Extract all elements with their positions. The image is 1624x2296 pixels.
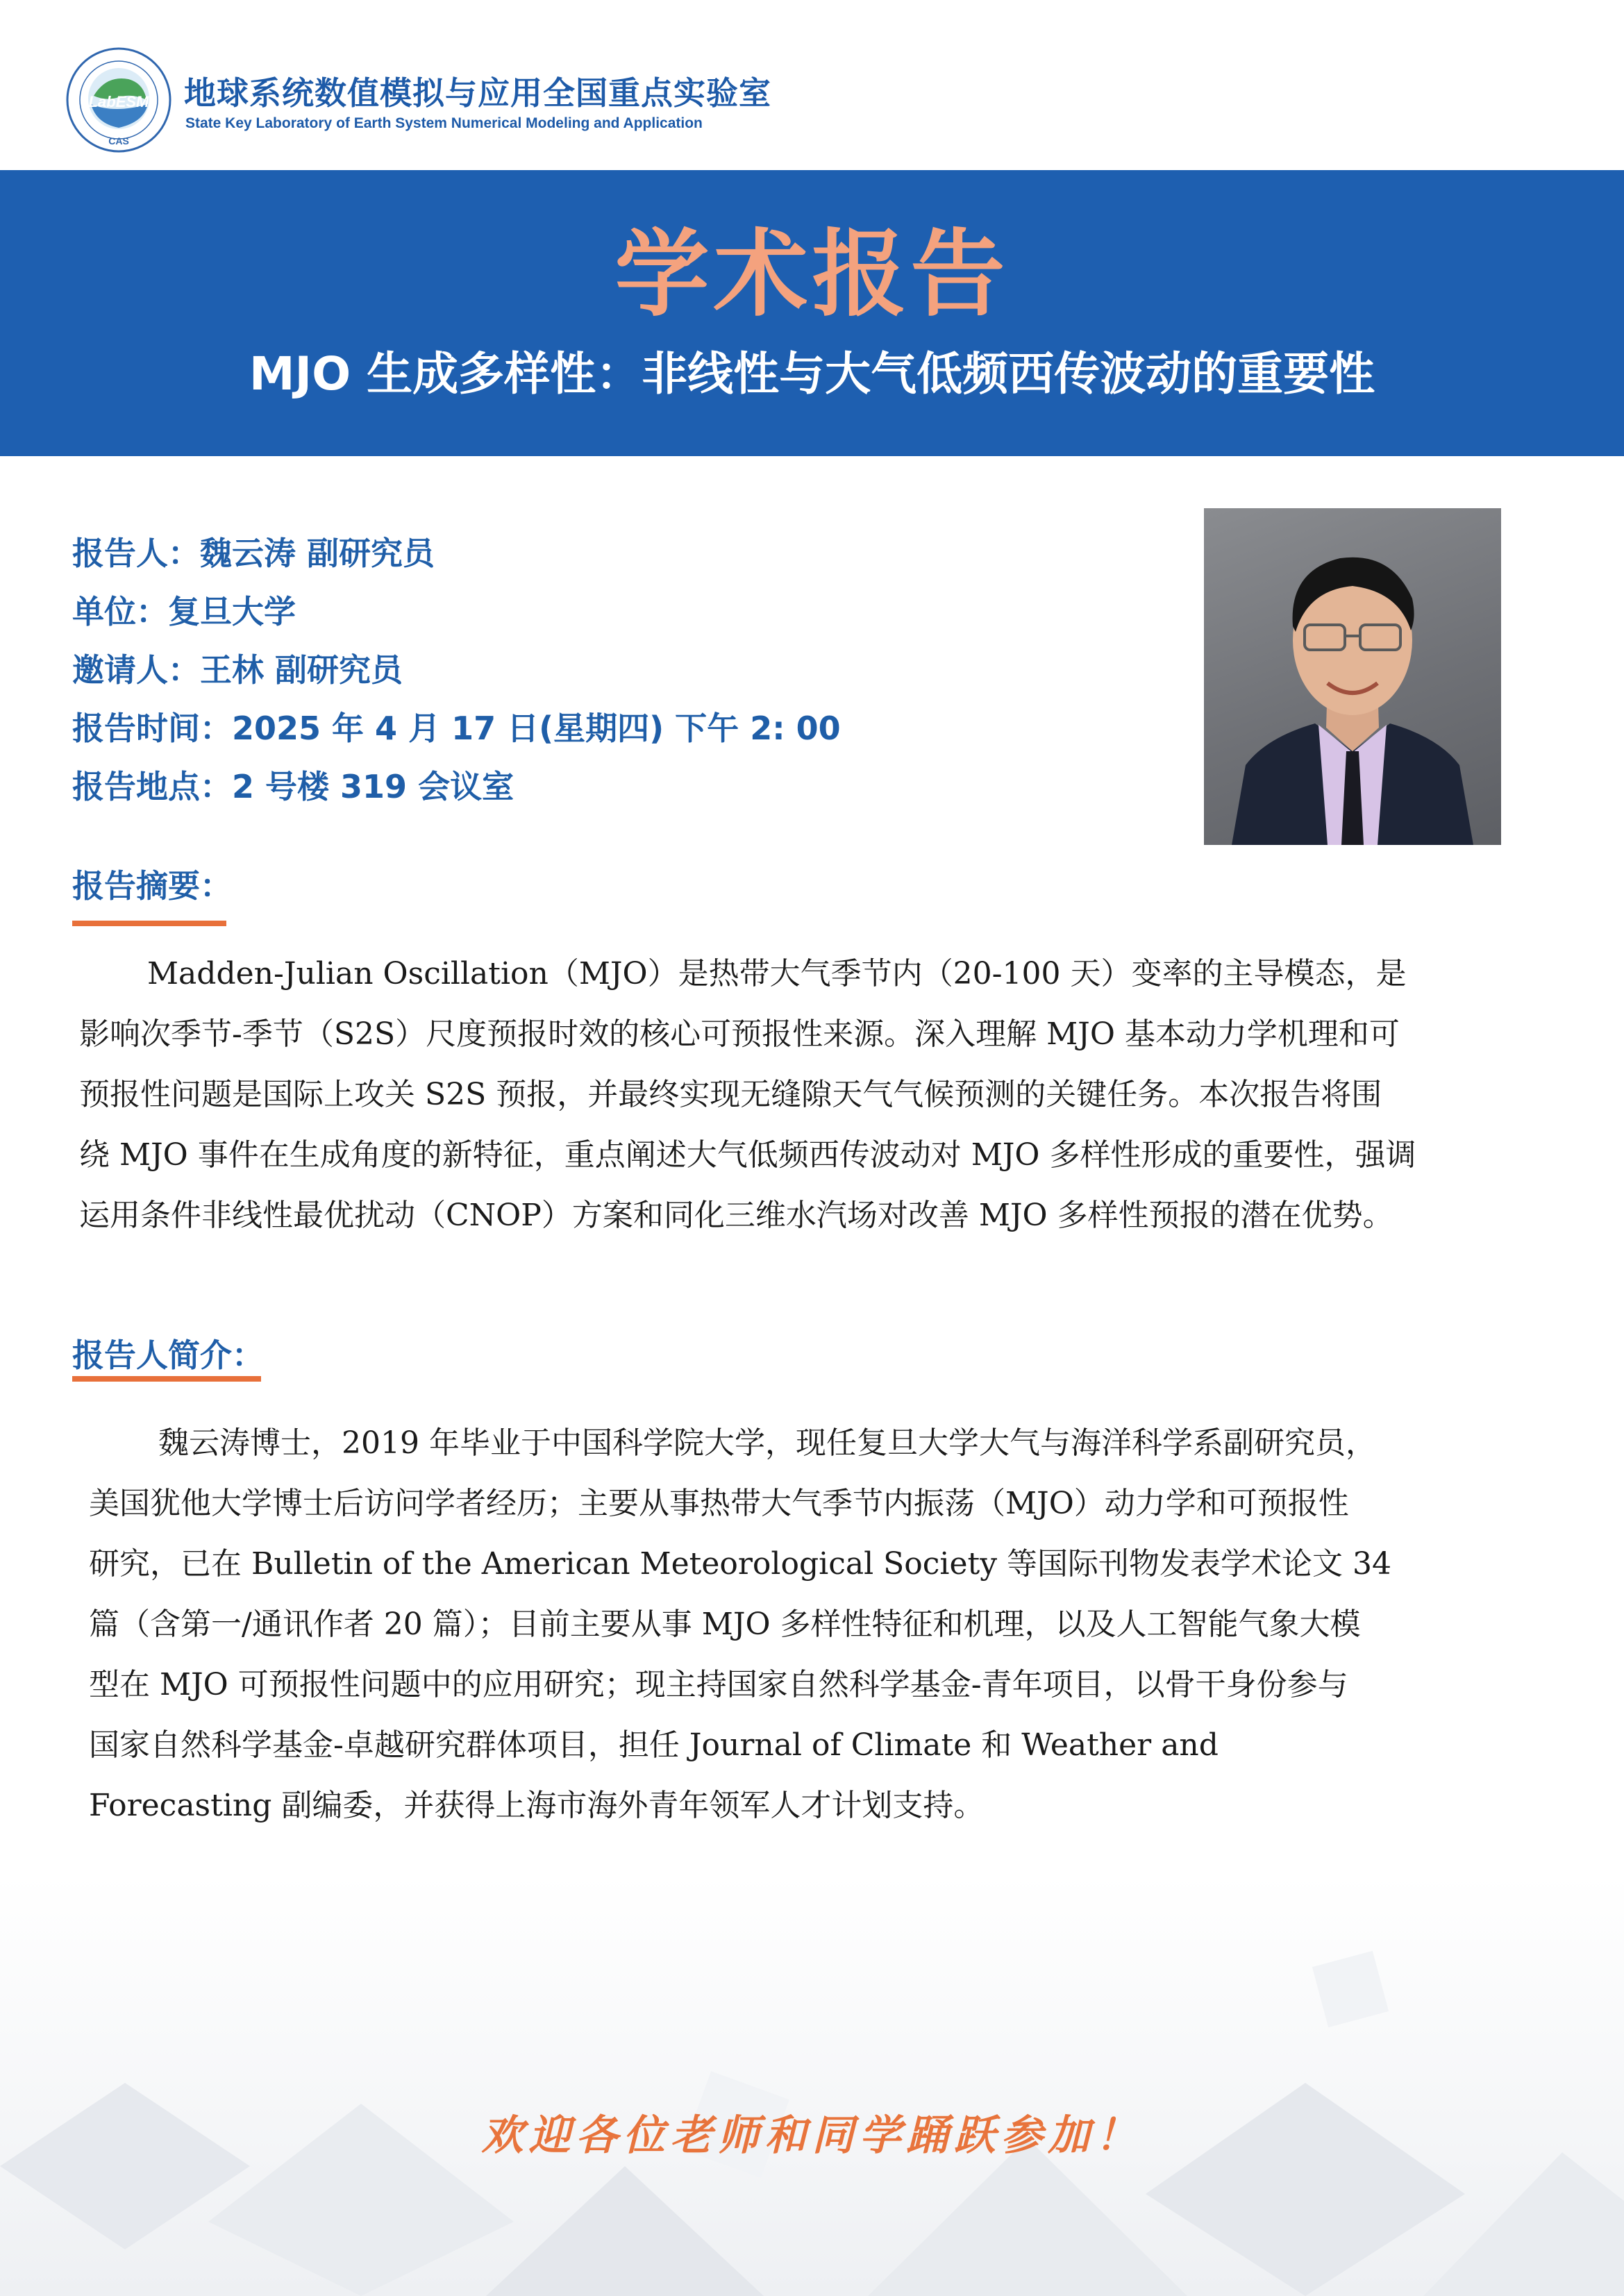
title-banner [0,170,1624,456]
page-header [0,0,1624,170]
abstract-heading-underline [72,921,226,926]
inviter-line: 邀请人：王林 副研究员 [72,651,403,689]
abstract-line: 影响次季节-季节（S2S）尺度预报时效的核心可预报性来源。深入理解 MJO 基本动力学机理和可 [79,1016,1400,1052]
bio-heading: 报告人简介： [72,1336,264,1374]
abstract-line: 绕 MJO 事件在生成角度的新特征，重点阐述大气低频西传波动对 MJO 多样性形成的重要性，强调 [79,1137,1416,1173]
bio-line: 型在 MJO 可预报性问题中的应用研究；现主持国家自然科学基金-青年项目，以骨干身份参与 [89,1667,1348,1702]
footer-decoration [0,1875,1624,2296]
bio-line: Forecasting 副编委，并获得上海市海外青年领军人才计划支持。 [89,1788,985,1823]
speaker-line: 报告人：魏云涛 副研究员 [72,535,435,572]
lab-name-cn: 地球系统数值模拟与应用全国重点实验室 [184,74,771,112]
location-line: 报告地点：2 号楼 319 会议室 [72,768,514,805]
bio-line: 美国犹他大学博士后访问学者经历；主要从事热带大气季节内振荡（MJO）动力学和可预报性 [89,1486,1349,1521]
bio-line: 研究，已在 Bulletin of the American Meteorological Society 等国际刊物发表学术论文 34 [89,1546,1392,1582]
welcome-message: 欢迎各位老师和同学踊跃参加！ [481,2111,1143,2160]
abstract-body [79,944,1416,1246]
time-line: 报告时间：2025 年 4 月 17 日(星期四) 下午 2: 00 [72,710,841,747]
speaker-photo [1204,508,1501,845]
svg-text:LabESM: LabESM [88,93,149,110]
svg-text:CAS: CAS [108,135,129,146]
bio-line: 国家自然科学基金-卓越研究群体项目，担任 Journal of Climate 和 Weather and [89,1727,1219,1763]
affiliation-line: 单位：复旦大学 [72,593,296,630]
talk-info [72,524,841,816]
bio-line: 篇（含第一/通讯作者 20 篇）；目前主要从事 MJO 多样性特征和机理，以及人工智能气象大模 [89,1607,1361,1642]
abstract-line: 运用条件非线性最优扰动（CNOP）方案和同化三维水汽场对改善 MJO 多样性预报的潜在优势。 [79,1198,1393,1233]
lab-name-en: State Key Laboratory of Earth System Numerical Modeling and Application [185,115,703,131]
talk-title: MJO 生成多样性：非线性与大气低频西传波动的重要性 [249,347,1375,401]
abstract-line: 预报性问题是国际上攻关 S2S 预报，并最终实现无缝隙天气气候预测的关键任务。本次报告将围 [79,1077,1382,1112]
bio-body [89,1413,1391,1836]
page-title: 学术报告 [614,220,1010,330]
abstract-line: Madden-Julian Oscillation（MJO）是热带大气季节内（20-100 天）变率的主导模态，是 [147,956,1407,991]
lab-logo-icon [66,47,171,153]
speaker-portrait-icon [1204,508,1501,845]
bio-heading-underline [72,1376,261,1382]
abstract-heading: 报告摘要： [72,867,232,905]
bio-line: 魏云涛博士，2019 年毕业于中国科学院大学，现任复旦大学大气与海洋科学系副研究员， [158,1425,1376,1461]
